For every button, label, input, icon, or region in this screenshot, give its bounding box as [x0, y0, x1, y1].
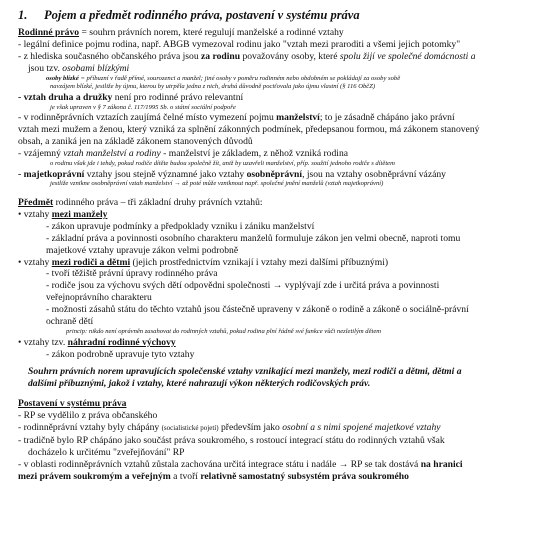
note-text: = příbuzní v řadě přímé, sourozenci a manžel; jiné osoby v poměru rodinném nebo obdobném se pokládají za osoby sobě: [78, 74, 401, 82]
heading-term: Předmět: [18, 197, 54, 209]
text-line: - legální definice pojmu rodina, např. ABGB vymezoval rodinu jako "vztah mezi praroditi a všemi jejich potomky": [18, 38, 461, 50]
section-heading: [18, 197, 530, 209]
text-line: [18, 51, 530, 63]
text-fragment: (jejich prostřednictvím vznikají i vztahy mezi dalšími příbuznými): [130, 256, 389, 268]
definition-line: [18, 27, 530, 39]
text-fragment: náhradní rodinné výchovy: [67, 336, 176, 348]
heading-text: rodinného práva – tři základní druhy právních vztahů:: [53, 197, 263, 209]
text-line: [18, 422, 530, 435]
summary-line: dalšími příbuznými, jakož i vztahy, které nahrazují výkon některých rodičovských práv.: [28, 378, 371, 390]
note-term: osoby blízké: [46, 74, 79, 82]
text-fragment: vztahy jsou stejně významné jako vztahy: [84, 168, 247, 180]
text-fragment: manželství: [276, 112, 320, 124]
sub-item: - možnosti zásahů státu do těchto vztahů jsou částečně upraveny v zákoně o rodině a zákoně o sociálně-právní: [46, 304, 469, 316]
text-fragment: ; to je zásadně chápáno jako právní: [319, 112, 455, 124]
text-fragment: • vztahy: [18, 256, 52, 268]
note-line: [18, 75, 530, 84]
sub-item: - základní práva a povinnosti osobního charakteru manželů formuluje zákon jen velmi obecně, naproti tomu: [46, 232, 461, 244]
text-fragment: osobami blízkými: [62, 62, 130, 74]
note-line: navzájem blízké, jestliže by újmu, kterou by utrpěla jedna z nich, druhá důvodně pociťovala jako újmu vlastní (§ 116 ObčZ): [50, 83, 376, 91]
note-line: o rodinu však jde i tehdy, pokud rodiče dítěte budou společně žít, aniž by uzavřeli manželství, příp. soužití jednoho rodiče s dítětem: [50, 159, 395, 167]
text-fragment: - v oblasti rodinněprávních vztahů zůstala zachována určitá integrace státu i nadále → RP se tak dostává: [18, 458, 421, 470]
section-definition: [18, 27, 530, 189]
bullet-item: [18, 337, 530, 349]
sub-item: - zákon podrobně upravuje tyto vztahy: [46, 348, 195, 360]
text-fragment: není pro rodinné právo relevantní: [112, 91, 244, 103]
bullet-item: [18, 257, 530, 269]
chapter-number: 1.: [18, 8, 28, 22]
text-fragment: především jako: [218, 422, 283, 434]
text-fragment: spolu žijí ve společné domácnosti a: [339, 50, 476, 62]
text-line: [18, 92, 530, 104]
sub-item: - zákon upravuje podmínky a předpoklady vzniku i zániku manželství: [46, 220, 315, 232]
text-fragment: za rodinu: [201, 50, 241, 62]
text-line: obsah, a zaniká jen na základě zákonem stanovených důvodů: [18, 136, 253, 148]
text-fragment: (socialistické pojetí): [161, 424, 219, 433]
section-position: [18, 398, 530, 482]
summary-block: [18, 366, 530, 390]
text-line: [18, 63, 530, 75]
section-heading: Postavení v systému práva: [18, 398, 127, 410]
text-line: [18, 459, 530, 471]
term-rodinne-pravo: Rodinné právo: [18, 27, 80, 38]
text-fragment: , jsou na vztahy osobněprávní vázány: [302, 168, 446, 180]
text-fragment: mezi rodiči a dětmi: [51, 256, 131, 268]
text-fragment: - vztah druha a družky: [18, 91, 113, 103]
text-fragment: - manželství je základem, z něhož vzniká rodina: [160, 148, 348, 160]
sub-item: veřejnoprávního charakteru: [46, 292, 152, 304]
text-fragment: mezi právem soukromým a veřejným: [18, 470, 171, 482]
summary-line: Souhrn právních norem upravujících společenské vztahy vznikající mezi manžely, mezi rodiči a dětmi, dětmi a: [28, 366, 462, 378]
spacer: [18, 390, 530, 398]
text-fragment: • vztahy: [18, 208, 52, 220]
bullet-item: [18, 209, 530, 221]
text-fragment: relativně samostatný subsystém práva soukromého: [200, 470, 409, 482]
text-line: - RP se vydělilo z práva občanského: [18, 410, 158, 422]
sub-item: ochraně dětí: [46, 316, 94, 328]
document: [18, 8, 530, 483]
note-line: jestliže vznikne osobněprávní vztah manželství → až poté může vzniknout např. společné jmění manželů (vztah majetkoprávní): [50, 180, 384, 188]
text-fragment: na hranici: [420, 458, 463, 470]
text-line: - tradičně bylo RP chápáno jako součást práva soukromého, s rostoucí integrací státu do rodinných vztahů však: [18, 435, 445, 447]
text-line: vztah mezi mužem a ženou, který vzniká za splnění zákonných podmínek, předepsanou formou, má zákonem stanovený: [18, 124, 480, 136]
spacer: [18, 189, 530, 197]
text-line: [18, 169, 530, 181]
sub-item: - rodiče jsou za výchovu svých dětí odpovědni společnosti → vyplývají zde i určitá práva a povinnosti: [46, 280, 440, 292]
chapter-title: Pojem a předmět rodinného práva, postavení v systému práva: [44, 8, 360, 22]
text-fragment: - majetkoprávní: [18, 168, 85, 180]
note-line: je však upraven v § 7 zákona č. 117/1995 Sb. o státní sociální podpoře: [50, 103, 236, 111]
text-fragment: • vztahy tzv.: [18, 336, 68, 348]
text-line: docházelo k určitému "zveřejňování" RP: [28, 447, 185, 459]
text-fragment: jsou tzv.: [28, 62, 63, 74]
text-fragment: - v rodinněprávních vztazích zaujímá čelné místo vymezení pojmu: [18, 112, 277, 124]
text-fragment: osobněprávní: [246, 168, 303, 180]
note-line: princip: nikdo není oprávněn zasahovat do rodinných vztahů, pokud rodina plní řádně své funkce vůči nezletilým dětem: [66, 328, 382, 335]
text-fragment: - z hlediska současného občanského práva jsou: [18, 50, 202, 62]
sub-item: majetkové vztahy upravuje zákon velmi podrobně: [46, 244, 239, 256]
definition-text: = souhrn právních norem, které regulují manželské a rodinné vztahy: [79, 27, 344, 38]
text-fragment: mezi manžely: [51, 208, 108, 220]
text-fragment: a tvoří: [170, 470, 201, 482]
text-fragment: - rodinněprávní vztahy byly chápány: [18, 422, 162, 434]
sub-item: - tvoří těžiště právní úpravy rodinného práva: [46, 268, 218, 280]
text-fragment: osobní a s nimi spojené majetkové vztahy: [282, 422, 441, 434]
section-subject: [18, 197, 530, 360]
text-line: [18, 112, 530, 124]
chapter-heading: [18, 8, 530, 23]
text-line: [18, 471, 530, 483]
text-line: [18, 148, 530, 160]
text-fragment: považovány osoby, které: [240, 50, 340, 62]
text-fragment: vztah manželství a rodiny: [63, 148, 161, 160]
text-fragment: - vzájemný: [18, 148, 64, 160]
